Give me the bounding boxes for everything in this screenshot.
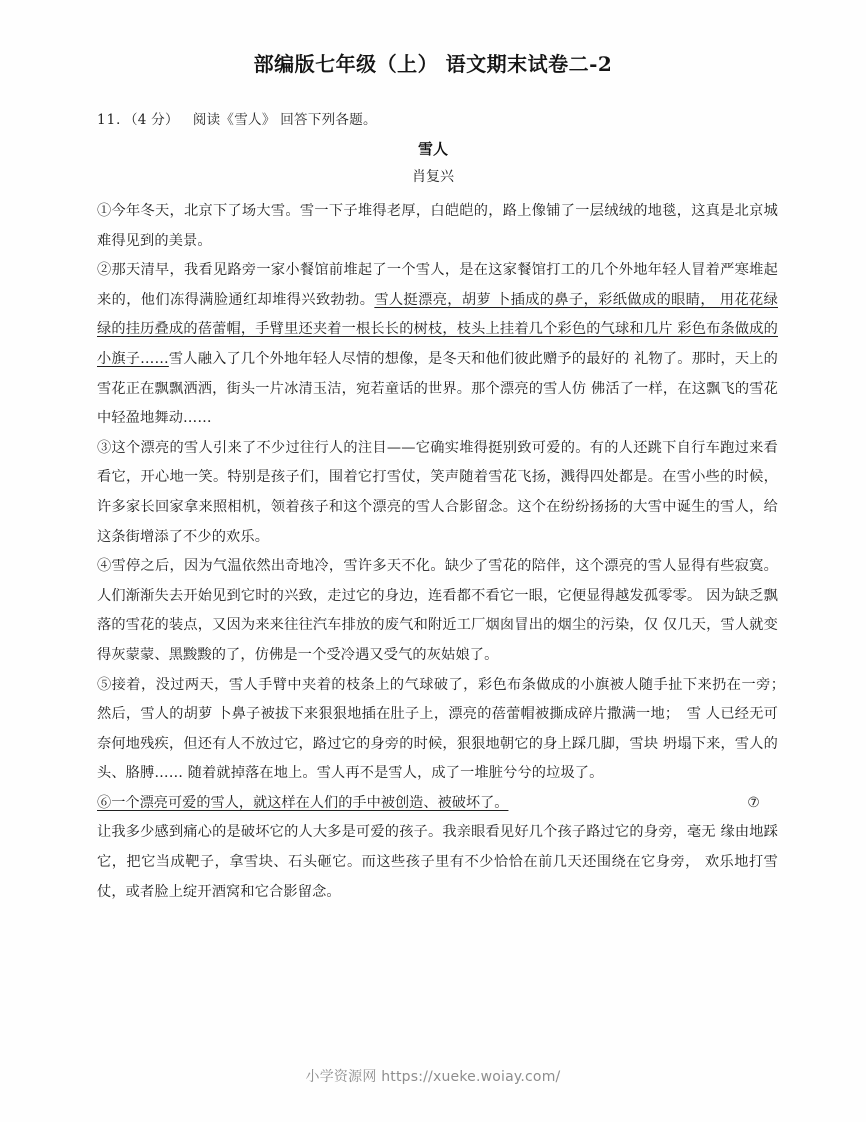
footer-watermark — [0, 1066, 866, 1086]
paragraph-6-row — [97, 789, 778, 819]
paragraph-2-tail: 雪人融入了几个外地年轻人尽情的想像，是冬天和他们彼此赠予的最好的 礼物了。那时，天上的雪花正在飘飘洒洒，街头一片冰清玉洁，宛若童话的世界。那个漂亮的雪人仿 佛活了一样，在这飘飞的雪花中轻盈地舞动…… — [97, 350, 778, 427]
question-header — [97, 108, 377, 128]
paragraph-2-underlined-span: 雪人挺漂亮，胡萝 卜插成的鼻子，彩纸做成的眼睛， 用花花绿绿的挂历叠成的蓓蕾帽，手臂里还夹着一根长长的树枝，枝头上挂着几个彩色的气球和几片 彩色布条做成的小旗子…… — [97, 291, 778, 367]
watermark-site-name: 小学资源网 — [305, 1069, 377, 1085]
paragraph-2-lead: ②那天清早，我看见路旁一家小餐馆前堆起了一个雪人，是在这家餐馆打工的几个外地年轻人冒着严寒堆起来的，他们冻得满脸通红却堆得兴致勃勃。 — [97, 262, 778, 308]
paragraph-1: ①今年冬天，北京下了场大雪。雪一下子堆得老厚，白皑皑的，路上像铺了一层绒绒的地毯，这真是北京城难得见到的美景。 — [97, 203, 778, 249]
question-number: 11． — [97, 112, 131, 128]
article-body — [97, 197, 793, 907]
paragraph-7-marker: ⑦ — [747, 794, 760, 811]
paragraph-7: 让我多少感到痛心的是破坏它的人大多是可爱的孩子。我亲眼看见好几个孩子路过它的身旁，毫无 缘由地踩它，把它当成靶子，拿雪块、石头砸它。而这些孩子里有不少恰恰在前几天还围绕在它身旁， 欢乐地打雪仗，或者脸上绽开酒窝和它合影留念。 — [97, 824, 778, 900]
article-title: 雪人 — [417, 140, 448, 158]
page-title: 部编版七年级（上） 语文期末试卷二-2 — [253, 52, 613, 76]
article-author: 肖复兴 — [412, 169, 454, 185]
paragraph-6: ⑥一个漂亮可爱的雪人，就这样在人们的手中被创造、被破坏了。 — [97, 794, 509, 811]
paragraph-2 — [97, 256, 778, 434]
paragraph-3: ③这个漂亮的雪人引来了不少过往行人的注目——它确实堆得挺别致可爱的。有的人还跳下自行车跑过来看看它，开心地一笑。特别是孩子们，围着它打雪仗，笑声随着雪花飞扬，溅得四处都是。在雪小些的时候，许多家长回家拿来照相机，领着孩子和这个漂亮的雪人合影留念。这个在纷纷扬扬的大雪中诞生的雪人，给这条街增添了不少的欢乐。 — [97, 439, 778, 545]
watermark-url: https://xueke.woiay.com/ — [381, 1069, 561, 1085]
paragraph-5: ⑤接着，没过两天，雪人手臂中夹着的枝条上的气球破了，彩色布条做成的小旗被人随手扯下来扔在一旁； 然后，雪人的胡萝 卜鼻子被拔下来狠狠地插在肚子上，漂亮的蓓蕾帽被撕成碎片撒满一地； 雪 人已经无可奈何地残疾，但还有人不放过它，路过它的身旁的时候，狠狠地朝它的身上踩几脚，雪块 坍塌下来，雪人的头、胳膊…… 随着就掉落在地上。雪人再不是雪人，成了一堆脏兮兮的垃圾了。 — [97, 676, 793, 782]
question-instruction: 阅读《雪人》 回答下列各题。 — [192, 112, 377, 128]
paragraph-4: ④雪停之后，因为气温依然出奇地冷，雪许多天不化。缺少了雪花的陪伴，这个漂亮的雪人显得有些寂寞。人们渐渐失去开始见到它时的兴致，走过它的身边，连看都不看它一眼，它便显得越发孤零零。 因为缺乏飘落的雪花的装点，又因为来来往往汽车排放的废气和附近工厂烟囱冒出的烟尘的污染，仅 仅几天，雪人就变得灰蒙蒙、黑黢黢的了，仿佛是一个受冷遇又受气的灰姑娘了。 — [97, 558, 778, 663]
question-score: （4 分） — [130, 112, 179, 128]
